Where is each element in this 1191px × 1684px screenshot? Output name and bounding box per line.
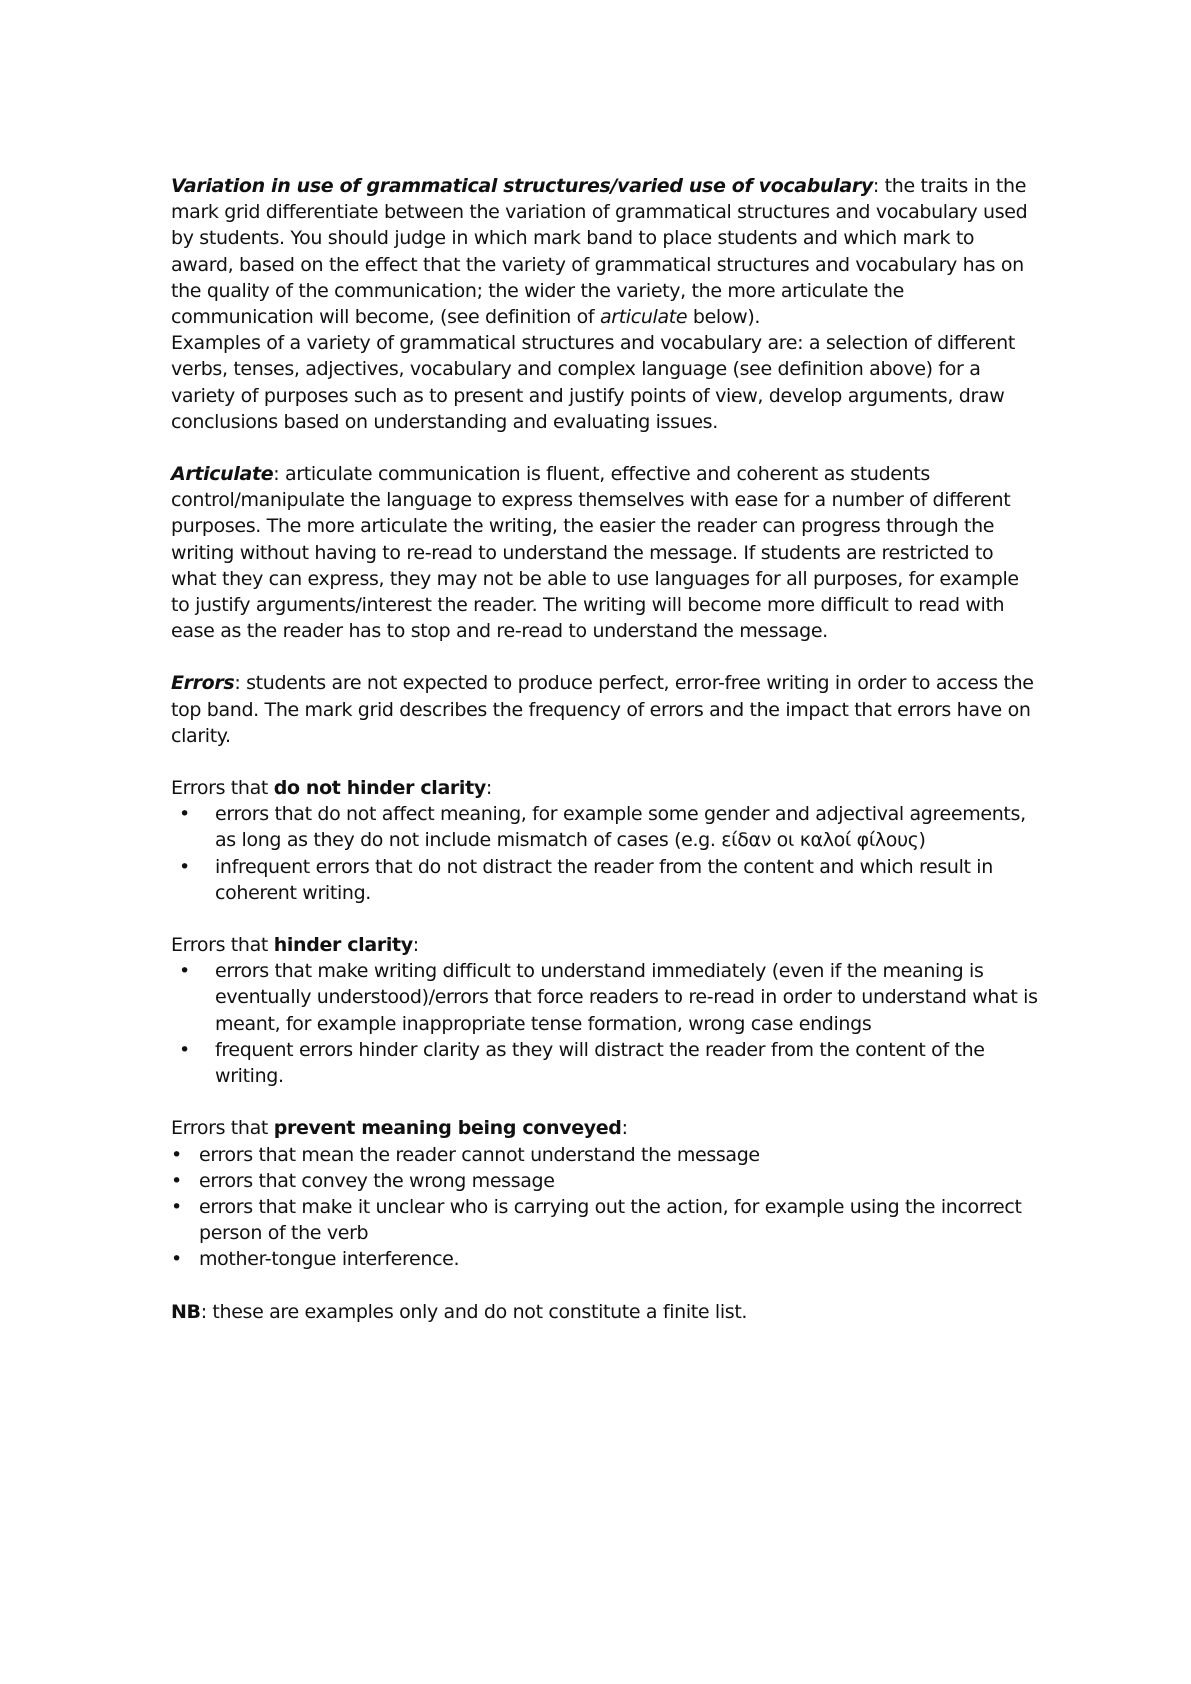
list-item-text: mother-tongue interference. xyxy=(199,1248,460,1271)
variation-paragraph xyxy=(171,173,1041,330)
bullet-icon: • xyxy=(171,1143,182,1166)
bullet-icon: • xyxy=(179,803,190,826)
list-item-text: errors that do not affect meaning, for example some gender and adjectival agreements, as long as they do not include mismatch of cases (e.g. είδαν οι καλοί φίλους) xyxy=(215,803,1026,852)
nb-paragraph xyxy=(171,1299,1041,1325)
list-item-text: errors that make it unclear who is carrying out the action, for example using the incorrect person of the verb xyxy=(199,1195,1022,1245)
prevent-heading xyxy=(171,1115,1041,1141)
list-item xyxy=(171,958,1041,1037)
prevent-prefix: Errors that xyxy=(171,1117,274,1140)
variation-term: Variation in use of grammatical structures/varied use of vocabulary xyxy=(171,175,873,197)
errors-term: Errors xyxy=(171,672,235,695)
hinder-heading xyxy=(171,932,1041,958)
no-hinder-prefix: Errors that xyxy=(171,777,274,800)
variation-colon: : xyxy=(872,175,879,197)
prevent-suffix: : xyxy=(621,1117,628,1140)
no-hinder-heading xyxy=(171,775,1041,801)
hinder-prefix: Errors that xyxy=(171,934,274,957)
errors-colon: : xyxy=(234,672,241,695)
variation-text-1: the traits in the mark grid differentiate between the variation of grammatical structures and vocabulary used by students. You should judge in which mark band to place students and which mark to award, based on the effect that the variety of grammatical structures and vocabulary has on the quality of the communication; the wider the variety, the more articulate the communication will become, (see definition of xyxy=(171,175,1028,329)
articulate-text: articulate communication is fluent, effective and coherent as students control/manipulate the language to express themselves with ease for a number of different purposes. The more articulate the writing, the easier the reader can progress through the writing without having to re-read to understand the message. If students are restricted to what they can express, they may not be able to use languages for all purposes, for example to justify arguments/interest the reader. The writing will become more difficult to read with ease as the reader has to stop and re-read to understand the message. xyxy=(171,463,1019,643)
articulate-term: Articulate xyxy=(171,463,274,486)
list-item-text: errors that make writing difficult to understand immediately (even if the meaning is eventually understood)/errors that force readers to re-read in order to understand what is meant, for example inappropriate tense formation, wrong case endings xyxy=(215,960,1038,1035)
list-item xyxy=(171,854,1041,906)
bullet-icon: • xyxy=(179,855,190,878)
bullet-icon: • xyxy=(171,1248,182,1271)
list-item xyxy=(171,1194,1041,1246)
list-item-text: infrequent errors that do not distract the reader from the content and which result in coherent writing. xyxy=(215,855,993,904)
hinder-list xyxy=(171,958,1041,1089)
errors-paragraph xyxy=(171,670,1041,749)
no-hinder-bold: do not hinder clarity xyxy=(273,777,486,800)
list-item xyxy=(171,1037,1041,1089)
list-item xyxy=(171,801,1041,853)
list-item xyxy=(171,1246,1041,1272)
no-hinder-list xyxy=(171,801,1041,906)
variation-text-2: below). xyxy=(687,306,761,329)
bullet-icon: • xyxy=(179,960,190,983)
articulate-colon: : xyxy=(273,463,280,486)
articulate-paragraph xyxy=(171,461,1041,644)
examples-paragraph: Examples of a variety of grammatical structures and vocabulary are: a selection of different verbs, tenses, adjectives, vocabulary and complex language (see definition above) for a variety of purposes such as to present and justify points of view, develop arguments, draw conclusions based on understanding and evaluating issues. xyxy=(171,332,1015,433)
prevent-bold: prevent meaning being conveyed xyxy=(273,1117,622,1140)
articulate-italic-word: articulate xyxy=(599,306,688,329)
nb-text: : these are examples only and do not constitute a finite list. xyxy=(200,1300,748,1323)
bullet-icon: • xyxy=(171,1195,182,1218)
list-item-text: errors that convey the wrong message xyxy=(199,1169,555,1192)
nb-label: NB xyxy=(171,1300,201,1323)
no-hinder-suffix: : xyxy=(485,777,492,800)
prevent-list xyxy=(171,1142,1041,1273)
list-item xyxy=(171,1168,1041,1194)
hinder-suffix: : xyxy=(412,934,419,957)
list-item-text: frequent errors hinder clarity as they will distract the reader from the content of the writing. xyxy=(215,1038,985,1088)
bullet-icon: • xyxy=(171,1169,182,1192)
list-item-text: errors that mean the reader cannot understand the message xyxy=(199,1143,760,1166)
list-item xyxy=(171,1142,1041,1168)
errors-text: students are not expected to produce perfect, error-free writing in order to access the top band. The mark grid describes the frequency of errors and the impact that errors have on clarity. xyxy=(171,672,1034,747)
hinder-bold: hinder clarity xyxy=(273,934,413,957)
bullet-icon: • xyxy=(179,1038,190,1061)
document-page xyxy=(171,173,1041,1325)
